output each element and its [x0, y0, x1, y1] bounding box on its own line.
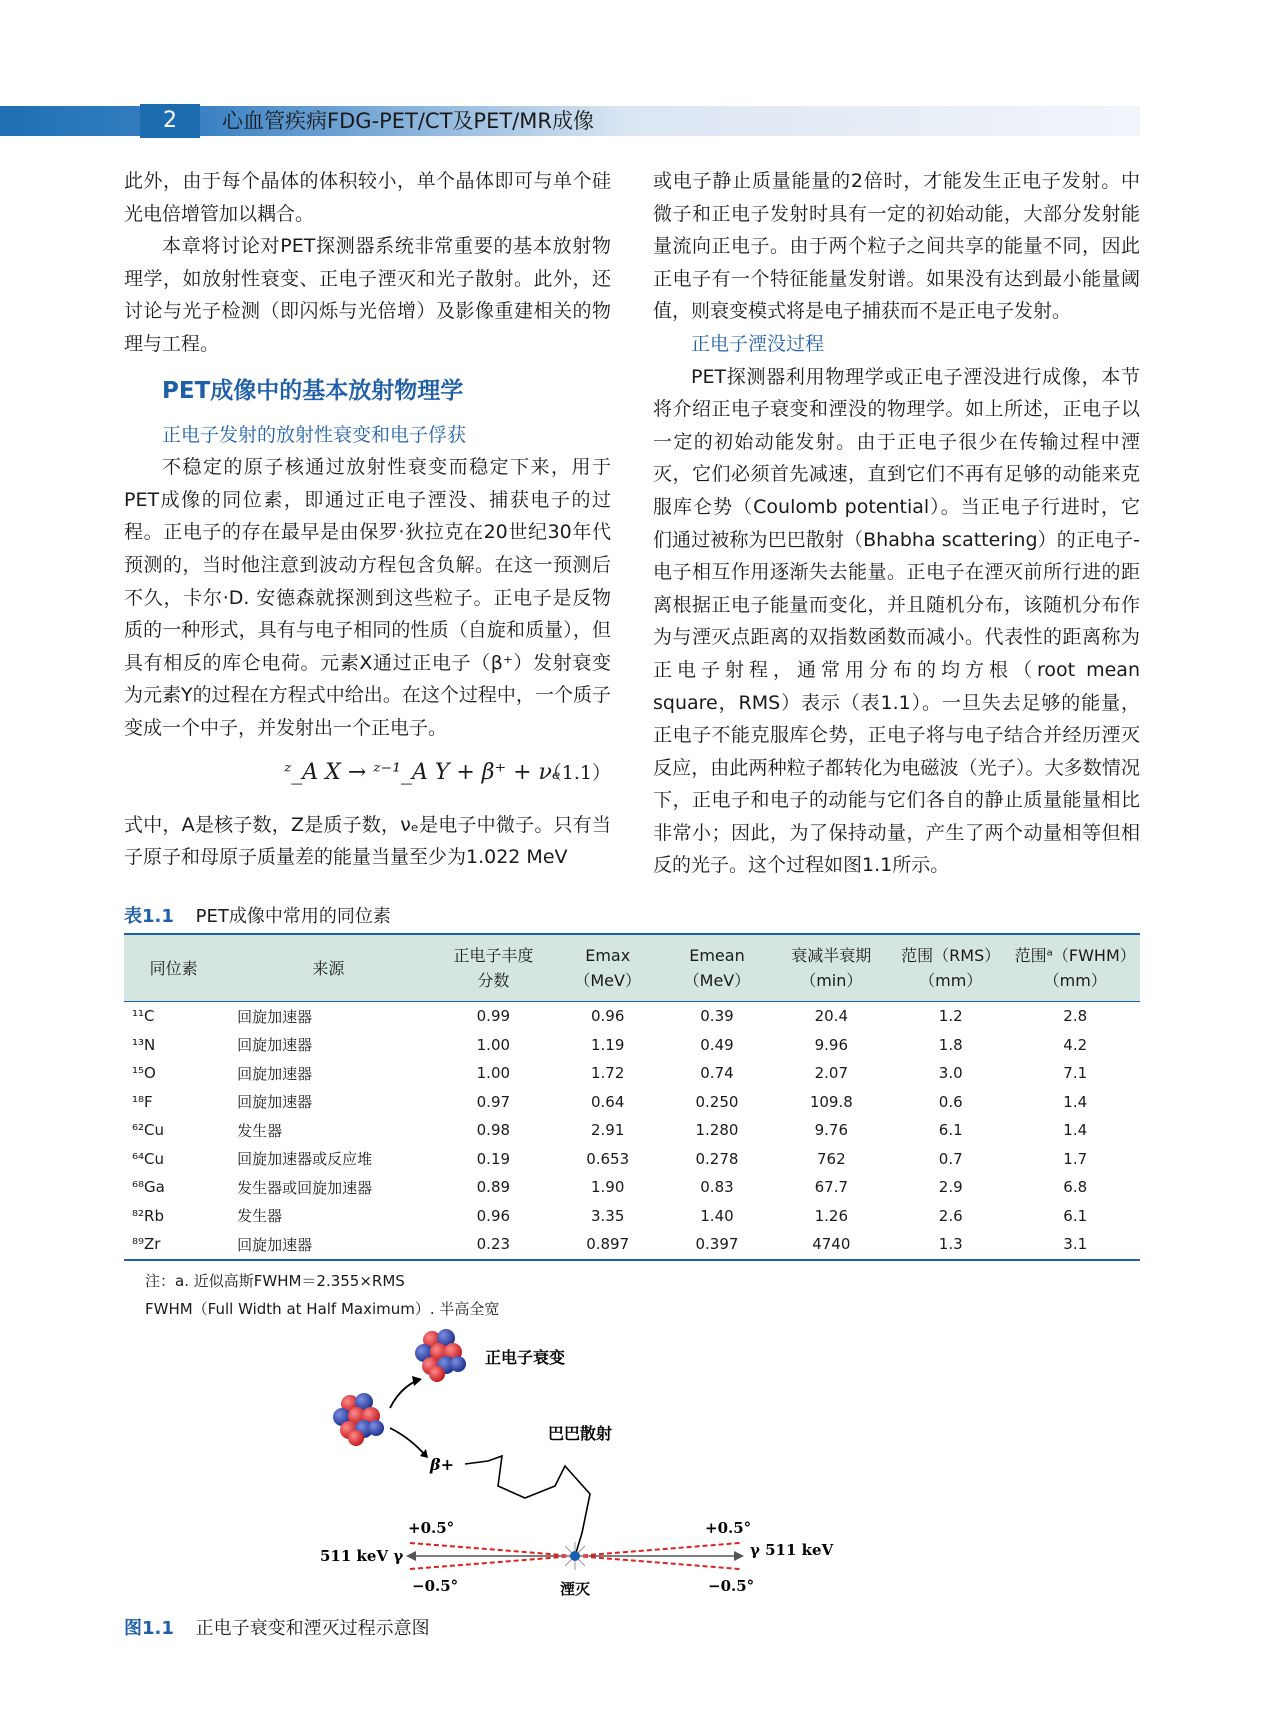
- table-cell: 0.6: [938, 1092, 963, 1111]
- table-cell: 6.1: [1063, 1206, 1088, 1225]
- table-cell: 1.90: [590, 1178, 625, 1197]
- table-cell: 4740: [772, 1230, 891, 1260]
- subheading-decay: 正电子发射的放射性衰变和电子俘获: [162, 423, 467, 446]
- table-cell: 0.97: [476, 1092, 511, 1111]
- label-scatter: 巴巴散射: [548, 1424, 613, 1443]
- table-cell: 0.250: [695, 1092, 739, 1111]
- header-abundance: 正电子丰度 分数: [434, 934, 553, 1002]
- table-cell: 回旋加速器: [237, 1093, 313, 1112]
- table-cell: 7.1: [1063, 1064, 1088, 1083]
- table-cell: 9.96: [814, 1035, 849, 1054]
- table-row: [124, 1031, 1140, 1060]
- label-plus-right: +0.5°: [705, 1519, 752, 1537]
- table-cell: ¹⁸F: [132, 1092, 153, 1111]
- label-gamma-right: γ 511 keV: [750, 1541, 834, 1559]
- table-cell: 0.397: [662, 1230, 771, 1260]
- table-cell: 2.8: [1063, 1007, 1088, 1026]
- table-cell: 1.4: [1063, 1092, 1088, 1111]
- label-gamma-left: 511 keV γ: [320, 1547, 404, 1565]
- left-paragraph-4: 式中，A是核子数，Z是质子数，νₑ是电子中微子。只有当子原子和母原子质量差的能量当量至少为1.022 MeV: [124, 813, 611, 869]
- label-minus-right: −0.5°: [708, 1577, 755, 1595]
- left-paragraph-3: 不稳定的原子核通过放射性衰变而稳定下来，用于PET成像的同位素，即通过正电子湮没、捕获电子的过程。正电子的存在最早是由保罗·狄拉克在20世纪30年代预测的，当时他注意到波动方程包含负解。在这一预测后不久，卡尔·D. 安德森就探测到这些粒子。正电子是反物质的一种形式，具有与电子相同的性质（自旋和质量），但具有相反的库仑电荷。元素X通过正电子（β⁺）发射衰变为元素Y的过程在方程式中给出。在这个过程中，一个质子变成一个中子，并发射出一个正电子。: [124, 456, 611, 739]
- equation-1-1: [124, 753, 611, 801]
- table-cell: 3.0: [938, 1064, 963, 1083]
- table-cell: 1.19: [590, 1035, 625, 1054]
- table-cell: ⁶⁸Ga: [132, 1178, 165, 1197]
- section-heading: PET成像中的基本放射物理学: [162, 377, 464, 404]
- table-cell: 0.19: [476, 1149, 511, 1168]
- left-column: [124, 165, 611, 874]
- table-cell: 1.26: [814, 1206, 849, 1225]
- table-cell: 回旋加速器: [237, 1036, 313, 1055]
- header-emax: Emax （MeV）: [553, 934, 662, 1002]
- table-note-2: FWHM（Full Width at Half Maximum）. 半高全宽: [145, 1300, 500, 1318]
- table-cell: 回旋加速器: [237, 1064, 313, 1083]
- table-cell: 1.8: [938, 1035, 963, 1054]
- table-cell: 0.74: [700, 1064, 734, 1083]
- table-cell: 发生器: [237, 1121, 283, 1140]
- header-emean: Emean （MeV）: [662, 934, 771, 1002]
- table-row: [124, 1002, 1140, 1031]
- table-cell: 1.40: [700, 1206, 734, 1225]
- table-cell: 发生器: [237, 1207, 283, 1226]
- table-cell: 0.23: [434, 1230, 553, 1260]
- table-cell: 3.35: [590, 1206, 625, 1225]
- table-cell: ¹³N: [132, 1035, 156, 1054]
- header-range-rms: 范围（RMS） （mm）: [891, 934, 1010, 1002]
- table-note-1: 注：a. 近似高斯FWHM＝2.355×RMS: [145, 1272, 405, 1290]
- header-range-fwhm: 范围ᵃ（FWHM） （mm）: [1010, 934, 1140, 1002]
- table-cell: 2.91: [590, 1121, 625, 1140]
- header-source: 来源: [223, 934, 433, 1002]
- table-caption: [124, 902, 391, 928]
- page-number: 2: [140, 104, 200, 138]
- header-isotope: 同位素: [124, 934, 223, 1002]
- isotope-table: [124, 933, 1140, 1261]
- table-notes: [145, 1267, 499, 1323]
- table-cell: 3.1: [1010, 1230, 1140, 1260]
- table-cell: 0.96: [476, 1206, 511, 1225]
- table-cell: ⁶²Cu: [132, 1121, 165, 1140]
- table-cell: 6.1: [938, 1121, 963, 1140]
- table-cell: 回旋加速器: [223, 1230, 433, 1260]
- table-cell: 762: [816, 1149, 846, 1168]
- label-minus-left: −0.5°: [412, 1577, 459, 1595]
- right-paragraph-1: 或电子静止质量能量的2倍时，才能发生正电子发射。中微子和正电子发射时具有一定的初始动能，大部分发射能量流向正电子。由于两个粒子之间共享的能量不同，因此正电子有一个特征能量发射谱。如果没有达到最小能量阈值，则衰变模式将是电子捕获而不是正电子发射。: [653, 170, 1140, 323]
- table-cell: 1.72: [590, 1064, 625, 1083]
- left-paragraph-2: 本章将讨论对PET探测器系统非常重要的基本放射物理学，如放射性衰变、正电子湮灭和光子散射。此外，还讨论与光子检测（即闪烁与光倍增）及影像重建相关的物理与工程。: [124, 235, 611, 355]
- label-decay: 正电子衰变: [485, 1348, 566, 1367]
- right-paragraph-2: PET探测器利用物理学或正电子湮没进行成像，本节将介绍正电子衰变和湮没的物理学。如上所述，正电子以一定的初始动能发射。由于正电子很少在传输过程中湮灭，它们必须首先减速，直到它们不再有足够的动能来克服库仑势（Coulomb potential）。当正电子行进时，它们通过被称为巴巴散射（Bhabha scattering）的正电子-电子相互作用逐渐失去能量。正电子在湮灭前所行进的距离根据正电子能量而变化，并且随机分布，该随机分布作为与湮灭点距离的双指数函数而减小。代表性的距离称为正电子射程，通常用分布的均方根（root mean square，RMS）表示（表1.1）。一旦失去足够的能量，正电子不能克服库仑势，正电子将与电子结合并经历湮灭反应，由此两种粒子都转化为电磁波（光子）。大多数情况下，正电子和电子的动能与它们各自的静止质量能量相比非常小；因此，为了保持动量，产生了两个动量相等但相反的光子。这个过程如图1.1所示。: [653, 365, 1140, 877]
- table-row: [124, 1173, 1140, 1202]
- label-beta: β+: [430, 1455, 455, 1474]
- nucleus-left-icon: [333, 1393, 384, 1446]
- table-row: [124, 1116, 1140, 1145]
- running-title: 心血管疾病FDG-PET/CT及PET/MR成像: [222, 109, 594, 133]
- table-cell: ⁶⁴Cu: [132, 1149, 165, 1168]
- label-annihilation: 湮灭: [560, 1580, 591, 1598]
- table-cell: 2.07: [814, 1064, 849, 1083]
- table-row: [124, 1202, 1140, 1231]
- table-cell: 0.99: [476, 1007, 511, 1026]
- table-cell: 0.653: [586, 1149, 630, 1168]
- figure-caption: [124, 1614, 430, 1640]
- table-cell: 6.8: [1063, 1178, 1088, 1197]
- table-cell: 109.8: [809, 1092, 853, 1111]
- table-cell: ¹¹C: [132, 1007, 155, 1026]
- right-column: [653, 165, 1140, 882]
- figure-caption-text: 正电子衰变和湮灭过程示意图: [195, 1618, 430, 1639]
- nucleus-top-icon: [415, 1329, 466, 1382]
- table-cell: 20.4: [814, 1007, 849, 1026]
- figure-1-1: [320, 1328, 960, 1598]
- table-cell: 9.76: [814, 1121, 849, 1140]
- table-cell: 2.9: [938, 1178, 963, 1197]
- figure-diagram: [320, 1328, 960, 1598]
- table-row: [124, 1230, 1140, 1260]
- table-cell: ¹⁵O: [132, 1064, 156, 1083]
- table-cell: 回旋加速器或反应堆: [237, 1150, 373, 1169]
- table-cell: 67.7: [814, 1178, 849, 1197]
- table-cell: 0.897: [553, 1230, 662, 1260]
- equation-text: ᶻ_A X → ᶻ⁻¹_A Y + β⁺ + νₑ: [284, 759, 561, 785]
- table-cell: 1.3: [891, 1230, 1010, 1260]
- table-cell: 2.6: [938, 1206, 963, 1225]
- subheading-annihilation: 正电子湮没过程: [691, 332, 825, 355]
- left-paragraph-1: 此外，由于每个晶体的体积较小，单个晶体即可与单个硅光电倍增管加以耦合。: [124, 170, 611, 225]
- table-cell: 回旋加速器: [237, 1007, 313, 1026]
- table-cell: 0.39: [700, 1007, 734, 1026]
- table-cell: 4.2: [1063, 1035, 1088, 1054]
- table-row: [124, 1145, 1140, 1174]
- table-caption-label: 表1.1: [124, 906, 174, 927]
- table-cell: 1.280: [695, 1121, 739, 1140]
- table-caption-text: PET成像中常用的同位素: [195, 906, 391, 927]
- table-cell: 1.4: [1063, 1121, 1088, 1140]
- table-cell: 1.00: [476, 1035, 511, 1054]
- figure-caption-label: 图1.1: [124, 1618, 174, 1639]
- table-body: [124, 1002, 1140, 1260]
- table-cell: ⁸²Rb: [132, 1206, 164, 1225]
- table-cell: 0.278: [695, 1149, 739, 1168]
- table-cell: 发生器或回旋加速器: [237, 1178, 373, 1197]
- table-cell: 0.83: [700, 1178, 734, 1197]
- header-halflife: 衰减半衰期 （min）: [772, 934, 891, 1002]
- table-row: [124, 1059, 1140, 1088]
- table-cell: 0.98: [476, 1121, 511, 1140]
- table-cell: 0.49: [700, 1035, 734, 1054]
- equation-number: （1.1）: [542, 761, 611, 784]
- table-cell: 1.00: [476, 1064, 511, 1083]
- table-cell: 0.7: [938, 1149, 963, 1168]
- table-cell: 0.89: [476, 1178, 511, 1197]
- table-cell: 1.7: [1063, 1149, 1088, 1168]
- table-cell: ⁸⁹Zr: [124, 1230, 223, 1260]
- table-cell: 0.64: [590, 1092, 625, 1111]
- table-row: [124, 1088, 1140, 1117]
- label-plus-left: +0.5°: [408, 1519, 455, 1537]
- table-cell: 0.96: [590, 1007, 625, 1026]
- table-cell: 1.2: [938, 1007, 963, 1026]
